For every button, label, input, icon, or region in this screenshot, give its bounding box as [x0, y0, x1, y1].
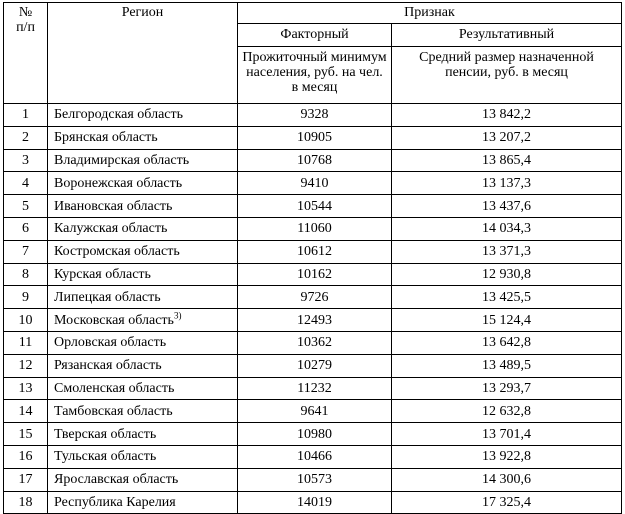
- factor-value-cell: [238, 354, 392, 377]
- region-name: Воронежская область: [54, 175, 183, 191]
- row-number-cell: [4, 263, 48, 286]
- factor-value: 9641: [300, 403, 329, 419]
- table-row: [4, 149, 622, 172]
- factor-value-cell: [238, 104, 392, 127]
- factor-value-cell: [238, 217, 392, 240]
- result-description: [392, 47, 622, 104]
- region-name: Брянская область: [54, 130, 158, 146]
- row-number: 11: [18, 335, 33, 351]
- row-number-cell: [4, 195, 48, 218]
- row-number: 10: [18, 312, 33, 328]
- region-name: Московская область: [54, 312, 174, 328]
- factor-value: 10544: [297, 198, 332, 214]
- result-value-cell: [392, 354, 622, 377]
- row-number: 18: [18, 494, 33, 510]
- factor-value-cell: [238, 195, 392, 218]
- region-name: Калужская область: [54, 221, 168, 237]
- region-name: Владимирская область: [54, 152, 190, 168]
- region-name-cell: [48, 400, 238, 423]
- table-row: [4, 377, 622, 400]
- result-value: 13 865,4: [482, 152, 531, 168]
- factor-value: 10573: [297, 472, 332, 488]
- footnote-marker: 3): [173, 309, 182, 320]
- region-name-cell: [48, 331, 238, 354]
- factor-header-label: Факторный: [280, 27, 349, 42]
- result-value: 13 293,7: [482, 380, 531, 396]
- region-name: Костромская область: [54, 244, 180, 260]
- region-name-cell: [48, 149, 238, 172]
- result-value: 14 034,3: [482, 221, 531, 237]
- result-value-cell: [392, 172, 622, 195]
- result-value: 13 207,2: [482, 130, 531, 146]
- row-number-cell: [4, 149, 48, 172]
- row-number: 15: [18, 426, 33, 442]
- region-name-cell: [48, 309, 238, 332]
- factor-value-cell: [238, 331, 392, 354]
- region-name-cell: [48, 423, 238, 446]
- factor-value-cell: [238, 468, 392, 491]
- factor-header: [238, 24, 392, 47]
- factor-value-cell: [238, 423, 392, 446]
- region-name-cell: [48, 377, 238, 400]
- result-value: 14 300,6: [482, 472, 531, 488]
- row-number-cell: [4, 400, 48, 423]
- table-row: [4, 195, 622, 218]
- result-value: 12 632,8: [482, 403, 531, 419]
- factor-value: 9328: [300, 107, 329, 123]
- result-value-cell: [392, 126, 622, 149]
- result-value: 13 842,2: [482, 107, 531, 123]
- result-value-cell: [392, 468, 622, 491]
- row-number-cell: [4, 354, 48, 377]
- region-name-cell: [48, 445, 238, 468]
- region-name: Рязанская область: [54, 358, 162, 374]
- factor-value-cell: [238, 491, 392, 514]
- num-header-label: № п/п: [16, 5, 35, 35]
- row-number-cell: [4, 309, 48, 332]
- factor-value: 10980: [297, 426, 332, 442]
- row-number-cell: [4, 331, 48, 354]
- factor-value-cell: [238, 240, 392, 263]
- result-value: 17 325,4: [482, 494, 531, 510]
- region-name-cell: [48, 240, 238, 263]
- attribute-header: [238, 3, 622, 24]
- region-name-cell: [48, 263, 238, 286]
- factor-value-cell: [238, 377, 392, 400]
- region-header-label: Регион: [121, 5, 164, 20]
- factor-value: 10362: [297, 335, 332, 351]
- region-header: [48, 3, 238, 104]
- row-number-cell: [4, 468, 48, 491]
- factor-value: 10768: [297, 152, 332, 168]
- region-name: Тамбовская область: [54, 403, 173, 419]
- row-number: 6: [22, 221, 29, 237]
- table-row: [4, 263, 622, 286]
- row-number-cell: [4, 217, 48, 240]
- factor-value-cell: [238, 400, 392, 423]
- region-name-cell: [48, 126, 238, 149]
- factor-value: 9410: [300, 175, 329, 191]
- factor-value: 9726: [300, 289, 329, 305]
- table-row: [4, 240, 622, 263]
- result-value-cell: [392, 491, 622, 514]
- row-number: 9: [22, 289, 29, 305]
- table-row: [4, 354, 622, 377]
- region-name: Тверская область: [54, 426, 157, 442]
- row-number: 16: [18, 449, 33, 465]
- factor-value-cell: [238, 263, 392, 286]
- row-number-cell: [4, 491, 48, 514]
- factor-description: [238, 47, 392, 104]
- table-row: [4, 126, 622, 149]
- result-value: 13 437,6: [482, 198, 531, 214]
- row-number: 8: [22, 266, 29, 282]
- result-value: 15 124,4: [482, 312, 531, 328]
- region-name: Смоленская область: [54, 380, 175, 396]
- row-number: 3: [22, 152, 29, 168]
- result-value-cell: [392, 286, 622, 309]
- result-value-cell: [392, 309, 622, 332]
- row-number-cell: [4, 286, 48, 309]
- region-name-cell: [48, 286, 238, 309]
- result-value: 13 489,5: [482, 358, 531, 374]
- table-row: [4, 423, 622, 446]
- result-value: 13 642,8: [482, 335, 531, 351]
- result-description-text: Средний размер назначенной пенсии, руб. в месяц: [419, 50, 594, 80]
- region-name: Липецкая область: [54, 289, 161, 305]
- region-name-cell: [48, 104, 238, 127]
- row-number: 2: [22, 130, 29, 146]
- data-table: [3, 2, 622, 514]
- region-name: Ярославская область: [54, 472, 179, 488]
- region-name-cell: [48, 491, 238, 514]
- row-number: 5: [22, 198, 29, 214]
- row-number: 17: [18, 472, 33, 488]
- attribute-header-label: Признак: [404, 5, 455, 20]
- factor-value: 11060: [297, 221, 332, 237]
- table-row: [4, 468, 622, 491]
- result-value-cell: [392, 149, 622, 172]
- table-row: [4, 491, 622, 514]
- table-row: [4, 217, 622, 240]
- factor-value: 10279: [297, 358, 332, 374]
- factor-value-cell: [238, 445, 392, 468]
- region-name: Ивановская область: [54, 198, 173, 214]
- region-name: Курская область: [54, 266, 151, 282]
- result-value-cell: [392, 195, 622, 218]
- row-number: 13: [18, 380, 33, 396]
- row-number-cell: [4, 126, 48, 149]
- row-number: 12: [18, 358, 33, 374]
- factor-value: 10612: [297, 244, 332, 260]
- factor-value-cell: [238, 172, 392, 195]
- factor-value: 12493: [297, 312, 332, 328]
- result-value-cell: [392, 400, 622, 423]
- table-row: [4, 286, 622, 309]
- result-value: 13 701,4: [482, 426, 531, 442]
- region-name-cell: [48, 354, 238, 377]
- result-value-cell: [392, 377, 622, 400]
- result-value-cell: [392, 263, 622, 286]
- result-value-cell: [392, 217, 622, 240]
- table-row: [4, 104, 622, 127]
- factor-value-cell: [238, 309, 392, 332]
- result-value-cell: [392, 104, 622, 127]
- result-value: 13 922,8: [482, 449, 531, 465]
- region-name: Белгородская область: [54, 107, 184, 123]
- region-name: Тульская область: [54, 449, 157, 465]
- factor-description-text: Прожиточный минимум населения, руб. на чел. в месяц: [242, 50, 387, 95]
- row-number-cell: [4, 377, 48, 400]
- result-value-cell: [392, 445, 622, 468]
- region-name: Орловская область: [54, 335, 167, 351]
- table-row: [4, 331, 622, 354]
- factor-value: 10466: [297, 449, 332, 465]
- num-header: [4, 3, 48, 104]
- factor-value: 11232: [297, 380, 332, 396]
- row-number: 14: [18, 403, 33, 419]
- factor-value: 10905: [297, 130, 332, 146]
- table-row: [4, 445, 622, 468]
- table-row: [4, 400, 622, 423]
- row-number-cell: [4, 104, 48, 127]
- result-header-label: Результативный: [458, 27, 555, 42]
- factor-value-cell: [238, 149, 392, 172]
- row-number: 4: [22, 175, 29, 191]
- region-name-cell: [48, 172, 238, 195]
- result-value-cell: [392, 331, 622, 354]
- region-name: Республика Карелия: [54, 494, 176, 510]
- table-body: [4, 104, 622, 514]
- region-name-cell: [48, 195, 238, 218]
- table-row: [4, 172, 622, 195]
- row-number-cell: [4, 172, 48, 195]
- region-name-cell: [48, 217, 238, 240]
- result-value: 13 425,5: [482, 289, 531, 305]
- result-value: 12 930,8: [482, 266, 531, 282]
- row-number-cell: [4, 445, 48, 468]
- row-number: 7: [22, 244, 29, 260]
- row-number-cell: [4, 240, 48, 263]
- factor-value: 10162: [297, 266, 332, 282]
- region-name-cell: [48, 468, 238, 491]
- factor-value-cell: [238, 286, 392, 309]
- factor-value: 14019: [297, 494, 332, 510]
- result-value-cell: [392, 423, 622, 446]
- result-value: 13 371,3: [482, 244, 531, 260]
- row-number-cell: [4, 423, 48, 446]
- table-row: [4, 309, 622, 332]
- factor-value-cell: [238, 126, 392, 149]
- result-value: 13 137,3: [482, 175, 531, 191]
- row-number: 1: [22, 107, 29, 123]
- result-value-cell: [392, 240, 622, 263]
- result-header: [392, 24, 622, 47]
